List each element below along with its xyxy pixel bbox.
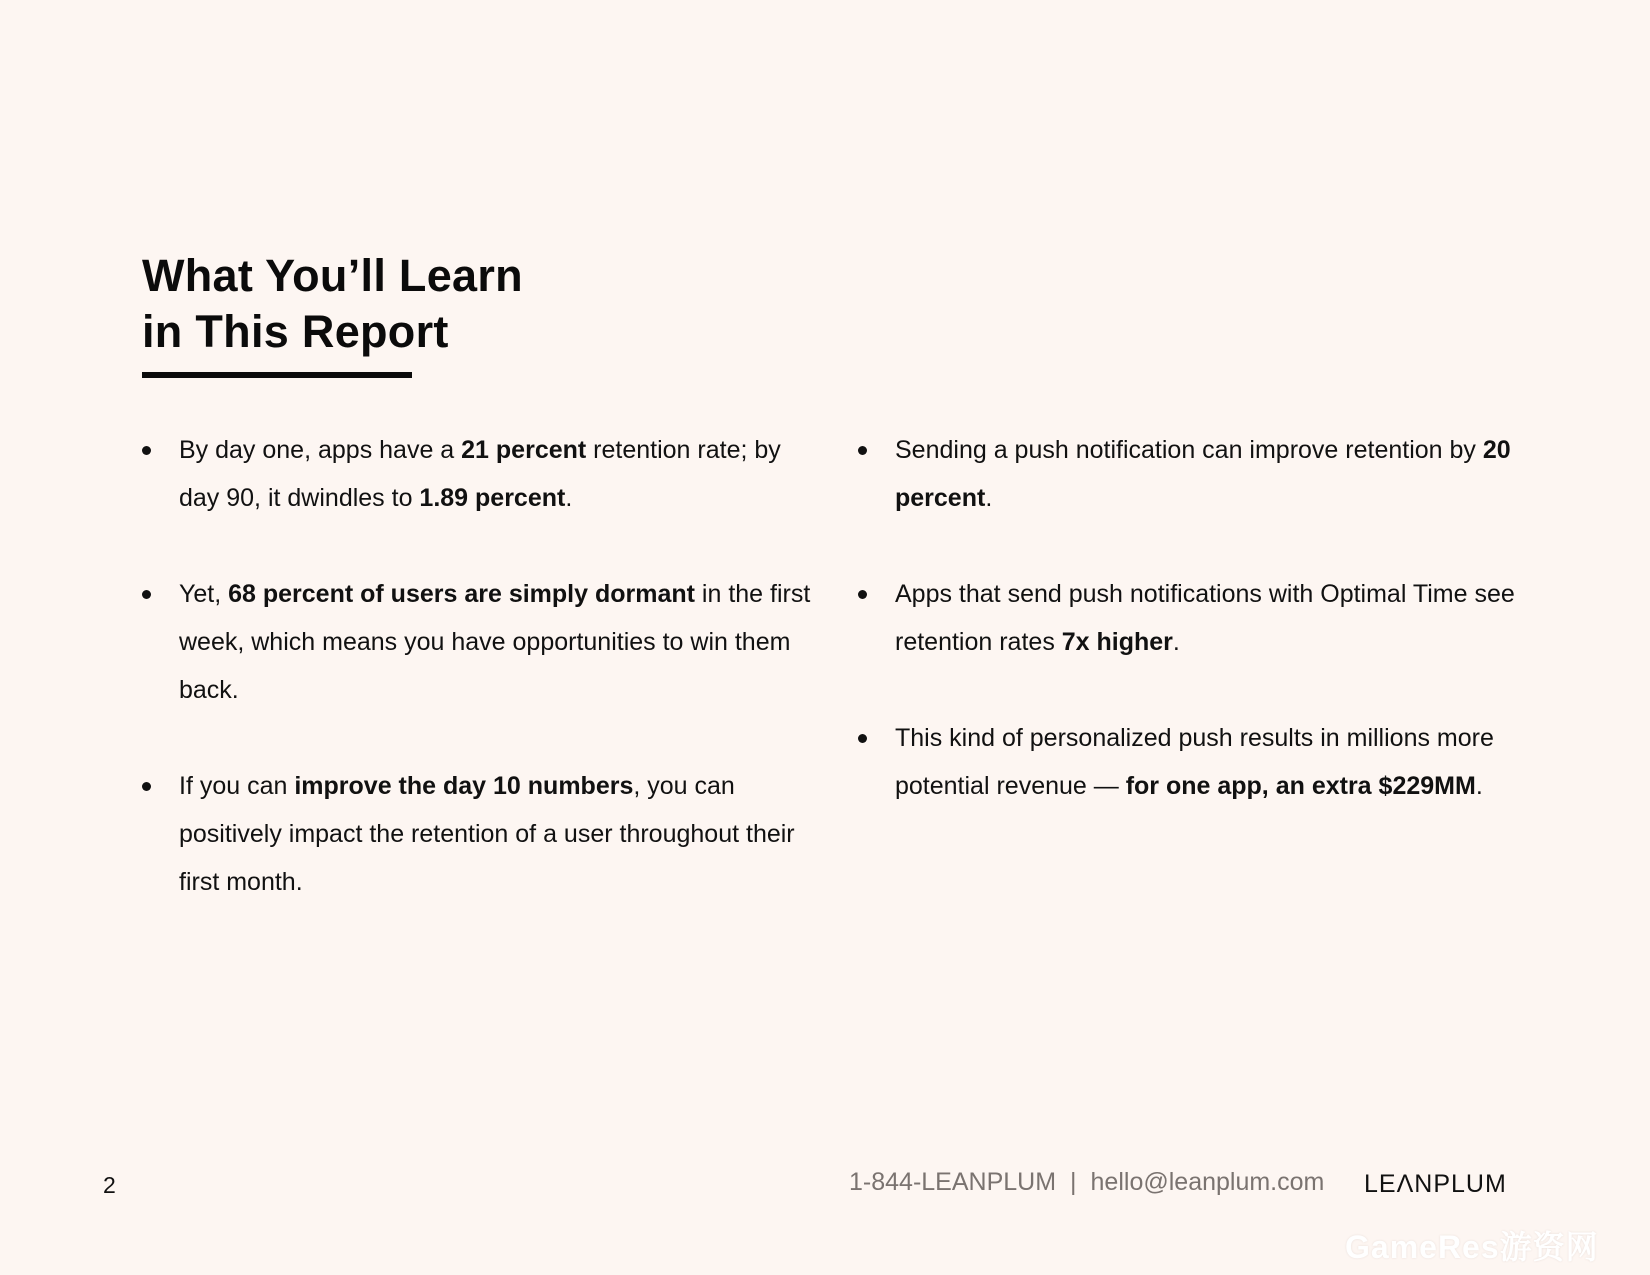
page-title-line-2: in This Report — [142, 306, 449, 357]
leanplum-logo: LEΛNPLUM — [1364, 1170, 1507, 1198]
left-bullet-list — [142, 426, 812, 954]
bullet-emphasis: for one app, an extra $229MM — [1125, 772, 1476, 800]
bullet-text: . — [1172, 628, 1180, 656]
bullet-emphasis: 68 percent of users are simply dormant — [228, 580, 695, 608]
bullet-item — [858, 426, 1538, 522]
bullet-dot-icon — [142, 782, 151, 791]
bullet-text: If you can — [179, 772, 295, 800]
page-title-line-1: What You’ll Learn — [142, 250, 523, 301]
bullet-emphasis: 7x higher — [1061, 628, 1173, 656]
bullet-text: in the first week, which means you have opportunities to win them back. — [179, 580, 811, 704]
phone-number[interactable]: 1-844-LEANPLUM — [849, 1168, 1057, 1196]
bullet-text: . — [985, 484, 993, 512]
bullet-text: Apps that send push notifications with Optimal Time see retention rates — [895, 580, 1515, 656]
bullet-text: retention rate; by day 90, it dwindles to — [179, 436, 781, 512]
bullet-item — [142, 426, 812, 522]
footer-contact — [849, 1168, 1324, 1197]
bullet-emphasis: 20 percent — [895, 436, 1511, 512]
bullet-text: By day one, apps have a — [179, 436, 462, 464]
bullet-text: Sending a push notification can improve retention by — [895, 436, 1483, 464]
email-link[interactable]: hello@leanplum.com — [1090, 1168, 1325, 1196]
page-title — [142, 248, 523, 360]
bullet-dot-icon — [142, 446, 151, 455]
page-number: 2 — [103, 1172, 116, 1198]
bullet-emphasis: 21 percent — [461, 436, 587, 464]
bullet-text: . — [565, 484, 573, 512]
title-underline — [142, 372, 412, 378]
footer-separator: | — [1070, 1168, 1077, 1196]
bullet-text: Yet, — [179, 580, 229, 608]
bullet-item — [142, 762, 812, 906]
bullet-text: , you can positively impact the retention of a user throughout their first month. — [179, 772, 795, 896]
bullet-dot-icon — [142, 590, 151, 599]
bullet-emphasis: 1.89 percent — [419, 484, 566, 512]
bullet-text: This kind of personalized push results in millions more potential revenue — — [895, 724, 1494, 800]
bullet-item — [142, 570, 812, 714]
bullet-item — [858, 714, 1538, 810]
bullet-dot-icon — [858, 734, 867, 743]
bullet-dot-icon — [858, 446, 867, 455]
bullet-emphasis: improve the day 10 numbers — [294, 772, 634, 800]
bullet-text: . — [1475, 772, 1483, 800]
bullet-item — [858, 570, 1538, 666]
right-bullet-list — [858, 426, 1538, 858]
watermark: GameRes游资网 — [1345, 1229, 1599, 1265]
bullet-dot-icon — [858, 590, 867, 599]
